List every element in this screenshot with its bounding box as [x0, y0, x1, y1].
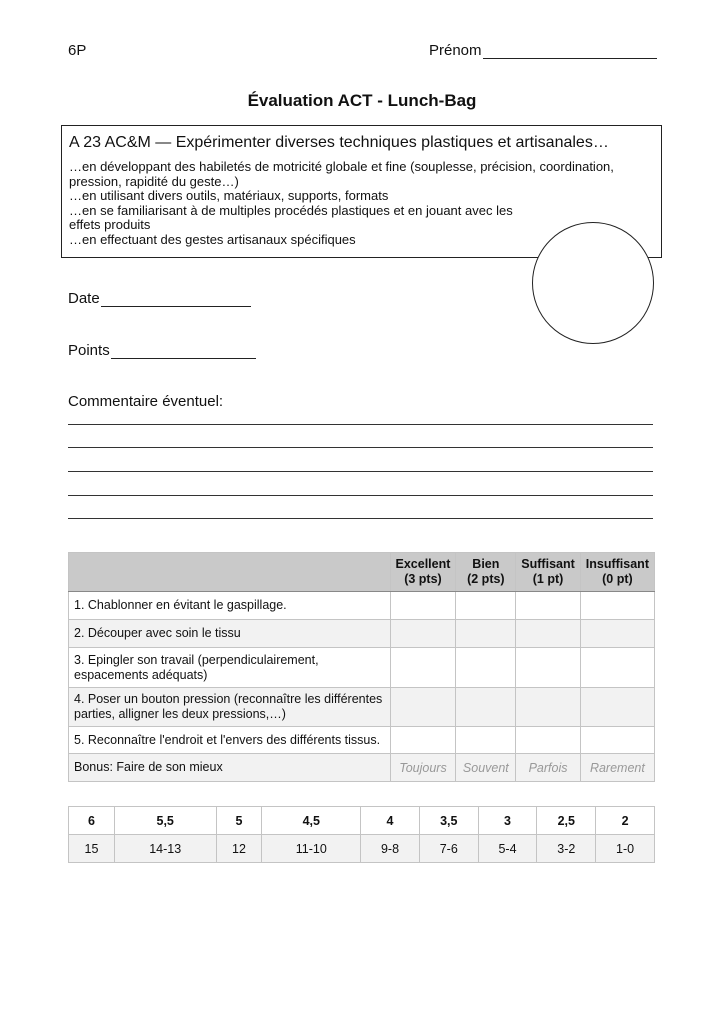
grade-level: 6P	[68, 42, 87, 59]
grade-cell: 4	[361, 807, 420, 835]
rubric-table	[68, 552, 655, 782]
score-cell[interactable]	[390, 620, 456, 648]
criterion-cell: 5. Reconnaître l'endroit et l'envers des différents tissus.	[69, 727, 391, 754]
rubric-header-row	[69, 553, 655, 592]
grade-cell: 2,5	[537, 807, 596, 835]
score-cell[interactable]	[580, 592, 654, 620]
date-field[interactable]	[68, 290, 251, 307]
firstname-label: Prénom	[429, 42, 482, 59]
criterion-cell: 1. Chablonner en évitant le gaspillage.	[69, 592, 391, 620]
competency-line: …en se familiarisant à de multiples procédés plastiques et en jouant avec les	[69, 202, 513, 218]
comment-line[interactable]	[68, 447, 653, 448]
table-row	[69, 592, 655, 620]
criterion-cell: 2. Découper avec soin le tissu	[69, 620, 391, 648]
bonus-option-parfois[interactable]: Parfois	[516, 754, 580, 782]
grade-cell: 3	[478, 807, 537, 835]
grade-cell: 4,5	[262, 807, 361, 835]
bonus-label: Bonus: Faire de son mieux	[69, 754, 391, 782]
table-row	[69, 648, 655, 688]
criterion-cell: 4. Poser un bouton pression (reconnaître les différentes parties, alligner les deux pressions,…)	[69, 688, 391, 727]
table-row	[69, 727, 655, 754]
table-row	[69, 688, 655, 727]
score-cell[interactable]	[390, 648, 456, 688]
points-label: Points	[68, 342, 110, 359]
score-cell[interactable]	[456, 592, 516, 620]
criteria-header	[69, 553, 391, 592]
score-cell[interactable]	[456, 688, 516, 727]
comment-line[interactable]	[68, 424, 653, 425]
comment-line[interactable]	[68, 471, 653, 472]
comment-line[interactable]	[68, 518, 653, 519]
score-cell[interactable]	[390, 592, 456, 620]
score-cell[interactable]	[580, 727, 654, 754]
score-cell[interactable]	[390, 688, 456, 727]
bonus-option-souvent[interactable]: Souvent	[456, 754, 516, 782]
comment-line[interactable]	[68, 495, 653, 496]
score-cell[interactable]	[390, 727, 456, 754]
score-cell[interactable]	[516, 648, 580, 688]
score-cell[interactable]	[580, 620, 654, 648]
date-blank-line[interactable]	[101, 292, 251, 307]
score-cell[interactable]	[516, 592, 580, 620]
header-bien: Bien (2 pts)	[456, 553, 516, 592]
firstname-blank-line[interactable]	[483, 44, 657, 59]
score-cell[interactable]	[516, 727, 580, 754]
competency-line: effets produits	[69, 217, 151, 233]
competency-line: pression, rapidité du geste…)	[69, 173, 239, 189]
bonus-option-rarement[interactable]: Rarement	[580, 754, 654, 782]
table-row	[69, 620, 655, 648]
points-range-cell: 15	[69, 835, 115, 863]
score-cell[interactable]	[456, 727, 516, 754]
points-field[interactable]	[68, 342, 256, 359]
points-range-cell: 14-13	[114, 835, 216, 863]
points-range-cell: 11-10	[262, 835, 361, 863]
score-cell[interactable]	[516, 688, 580, 727]
grade-cell: 3,5	[419, 807, 478, 835]
points-range-cell: 3-2	[537, 835, 596, 863]
bonus-option-toujours[interactable]: Toujours	[390, 754, 456, 782]
competency-line: …en utilisant divers outils, matériaux, supports, formats	[69, 188, 389, 204]
grade-row	[69, 807, 655, 835]
date-label: Date	[68, 290, 100, 307]
comment-label: Commentaire éventuel:	[68, 393, 224, 410]
points-range-cell: 5-4	[478, 835, 537, 863]
header-insuffisant: Insuffisant (0 pt)	[580, 553, 654, 592]
points-range-cell: 9-8	[361, 835, 420, 863]
competency-line: …en effectuant des gestes artisanaux spécifiques	[69, 231, 356, 247]
grade-circle[interactable]	[532, 222, 654, 344]
grade-cell: 5	[216, 807, 262, 835]
score-cell[interactable]	[456, 620, 516, 648]
grading-scale-table	[68, 806, 655, 863]
page-title: Évaluation ACT - Lunch-Bag	[247, 91, 477, 110]
grade-cell: 2	[596, 807, 655, 835]
header-excellent: Excellent (3 pts)	[390, 553, 456, 592]
score-cell[interactable]	[456, 648, 516, 688]
points-range-cell: 7-6	[419, 835, 478, 863]
header-suffisant: Suffisant (1 pt)	[516, 553, 580, 592]
points-blank-line[interactable]	[111, 344, 256, 359]
score-cell[interactable]	[580, 688, 654, 727]
competency-title: A 23 AC&M — Expérimenter diverses techniques plastiques et artisanales…	[69, 134, 609, 151]
competency-line: …en développant des habiletés de motricité globale et fine (souplesse, précision, coordination,	[69, 159, 614, 174]
score-cell[interactable]	[516, 620, 580, 648]
score-cell[interactable]	[580, 648, 654, 688]
points-range-cell: 12	[216, 835, 262, 863]
firstname-field[interactable]	[429, 42, 657, 59]
points-range-cell: 1-0	[596, 835, 655, 863]
criterion-cell: 3. Epingler son travail (perpendiculairement, espacements adéquats)	[69, 648, 391, 688]
points-row	[69, 835, 655, 863]
bonus-row	[69, 754, 655, 782]
grade-cell: 5,5	[114, 807, 216, 835]
grade-cell: 6	[69, 807, 115, 835]
